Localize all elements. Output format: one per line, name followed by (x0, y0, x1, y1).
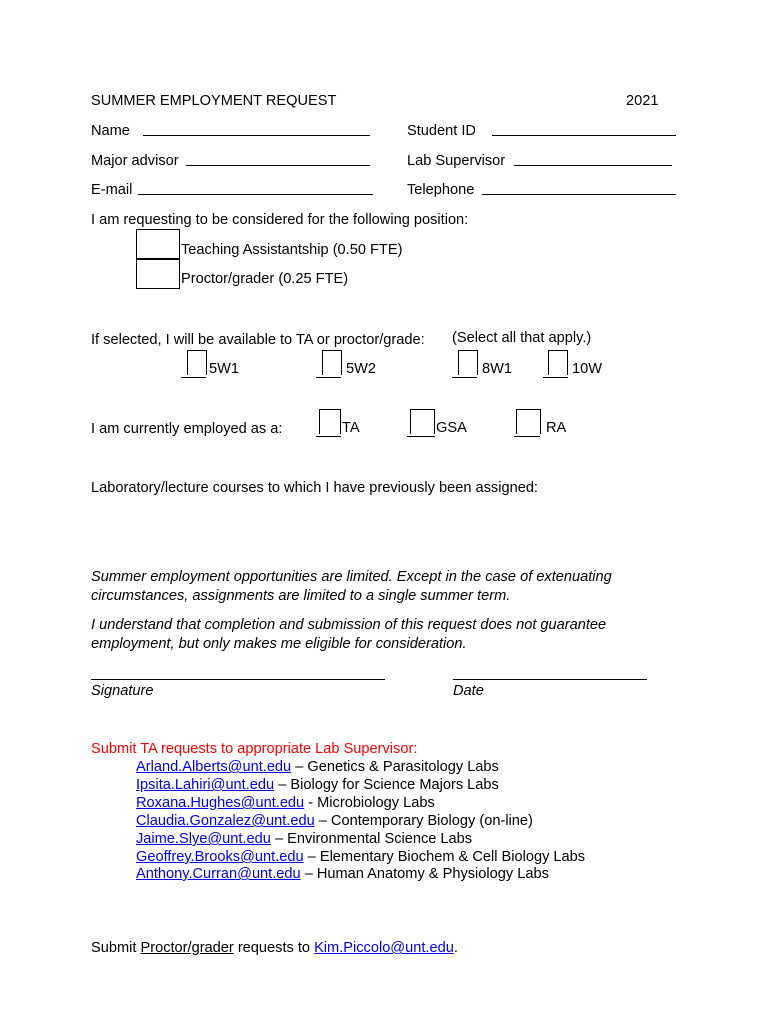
contact-email-link[interactable]: Anthony.Curran@unt.edu (136, 866, 301, 882)
10w-label: 10W (572, 361, 603, 377)
telephone-label: Telephone (407, 182, 475, 198)
availability-prompt: If selected, I will be available to TA or proctor/grade: (91, 332, 425, 348)
8w1-underline (452, 377, 477, 378)
ra-employment-label: RA (546, 420, 567, 436)
contact-email-link[interactable]: Ipsita.Lahiri@unt.edu (136, 777, 275, 793)
student-id-label: Student ID (407, 123, 476, 139)
gsa-employment-underline (407, 436, 435, 437)
ra-employment-underline (514, 436, 540, 437)
contact-email-link[interactable]: Geoffrey.Brooks@unt.edu (136, 849, 304, 865)
submit-proctor-middle: requests to (233, 940, 315, 956)
ra-employment-checkbox[interactable] (516, 409, 541, 434)
contact-description: – Human Anatomy & Physiology Labs (300, 866, 549, 882)
major-advisor-field[interactable] (186, 151, 370, 166)
10w-underline (543, 377, 568, 378)
signature-label: Signature (91, 683, 154, 699)
form-title: SUMMER EMPLOYMENT REQUEST (91, 93, 337, 109)
8w1-checkbox[interactable] (458, 350, 478, 375)
employment-prompt: I am currently employed as a: (91, 421, 283, 437)
telephone-field[interactable] (482, 180, 676, 195)
form-year: 2021 (626, 93, 659, 109)
submit-proctor-role: Proctor/grader (140, 940, 234, 956)
gsa-employment-checkbox[interactable] (410, 409, 435, 434)
lab-supervisor-field[interactable] (514, 151, 672, 166)
contact-description: – Biology for Science Majors Labs (274, 777, 499, 793)
lab-supervisor-label: Lab Supervisor (407, 153, 506, 169)
ta-employment-underline (316, 436, 341, 437)
contact-email-link[interactable]: Claudia.Gonzalez@unt.edu (136, 813, 315, 829)
5w1-underline (181, 377, 206, 378)
name-field[interactable] (143, 121, 370, 136)
5w2-checkbox[interactable] (322, 350, 342, 375)
major-advisor-label: Major advisor (91, 153, 179, 169)
notice-line-4: employment, but only makes me eligible for consideration. (91, 636, 467, 652)
email-field[interactable] (138, 180, 373, 195)
courses-prompt: Laboratory/lecture courses to which I have previously been assigned: (91, 480, 538, 496)
ta-employment-label: TA (342, 420, 360, 436)
contact-row (136, 795, 435, 811)
10w-checkbox[interactable] (548, 350, 568, 375)
contact-description: – Contemporary Biology (on-line) (314, 813, 533, 829)
contact-email-link[interactable]: Arland.Alberts@unt.edu (136, 759, 292, 775)
signature-line[interactable] (91, 679, 385, 680)
contact-description: – Elementary Biochem & Cell Biology Labs (303, 849, 586, 865)
contact-email-link[interactable]: Jaime.Slye@unt.edu (136, 831, 271, 847)
ta-position-checkbox[interactable] (136, 229, 180, 259)
contact-email-link[interactable]: Roxana.Hughes@unt.edu (136, 795, 305, 811)
contact-row (136, 866, 549, 882)
submit-ta-heading: Submit TA requests to appropriate Lab Supervisor: (91, 741, 418, 757)
email-label: E-mail (91, 182, 133, 198)
contact-row (136, 813, 533, 829)
contact-description: - Microbiology Labs (304, 795, 435, 811)
student-id-field[interactable] (492, 121, 676, 136)
5w2-underline (316, 377, 341, 378)
contact-description: – Genetics & Parasitology Labs (291, 759, 499, 775)
contact-row (136, 759, 499, 775)
proctor-position-label: Proctor/grader (0.25 FTE) (181, 271, 349, 287)
5w1-label: 5W1 (209, 361, 240, 377)
proctor-position-checkbox[interactable] (136, 259, 180, 289)
8w1-label: 8W1 (482, 361, 513, 377)
contact-row (136, 831, 472, 847)
availability-hint: (Select all that apply.) (452, 330, 592, 346)
notice-line-1: Summer employment opportunities are limited. Except in the case of extenuating (91, 569, 612, 585)
submit-proctor-line (91, 940, 458, 956)
notice-line-3: I understand that completion and submission of this request does not guarantee (91, 617, 607, 633)
gsa-employment-label: GSA (436, 420, 467, 436)
ta-employment-checkbox[interactable] (319, 409, 341, 434)
contact-row (136, 777, 499, 793)
submit-proctor-prefix: Submit (91, 940, 141, 956)
contact-row (136, 849, 585, 865)
date-line[interactable] (453, 679, 647, 680)
contact-description: – Environmental Science Labs (270, 831, 473, 847)
name-label: Name (91, 123, 130, 139)
date-label: Date (453, 683, 484, 699)
5w1-checkbox[interactable] (187, 350, 207, 375)
proctor-email-link[interactable]: Kim.Piccolo@unt.edu (314, 940, 454, 956)
5w2-label: 5W2 (346, 361, 377, 377)
ta-position-label: Teaching Assistantship (0.50 FTE) (181, 242, 403, 258)
position-prompt: I am requesting to be considered for the following position: (91, 212, 469, 228)
submit-proctor-suffix: . (453, 940, 458, 956)
notice-line-2: circumstances, assignments are limited to a single summer term. (91, 588, 511, 604)
